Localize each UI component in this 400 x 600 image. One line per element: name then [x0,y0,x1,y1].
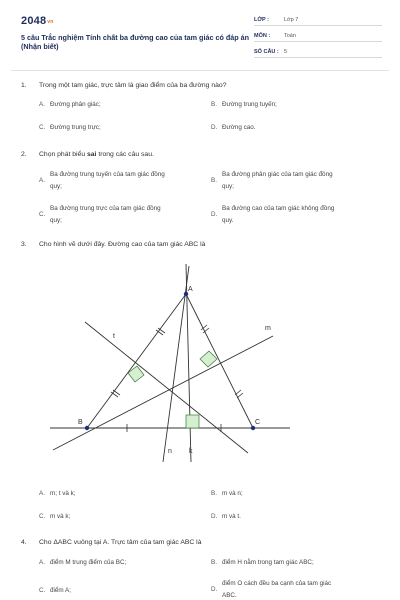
option-letter: A. [39,490,45,497]
option-text [50,169,175,192]
q4-option-c[interactable] [39,585,175,596]
option-text: m và t. [222,513,241,520]
logo-suffix: vn [47,19,54,25]
option-line-1: Ba đường trung tuyến của tam giác đồng [50,171,165,178]
label-a: A [188,286,193,293]
side-ac [186,294,253,428]
option-line-1: điểm O cách đều ba cạnh của tam giác [222,580,332,587]
option-letter: B. [211,490,217,497]
option-letter: D. [211,586,218,593]
q4-option-b[interactable] [211,557,347,568]
question-text: Cho ΔABC vuông tại A. Trực tâm của tam giác ABC là [39,539,202,546]
q2-option-d[interactable] [211,203,347,226]
option-text: điểm H nằm trong tam giác ABC; [222,559,314,566]
meta-row-subject [254,30,382,42]
logo-text: 2048 [21,15,47,27]
option-text: điểm A; [50,587,71,594]
option-line-2: ABC. [222,591,237,599]
question-number: 1. [21,82,27,89]
option-line-2: quy; [50,216,62,224]
option-text: điểm M trung điểm của BC; [50,559,127,566]
question-text: Trong một tam giác, trực tâm là giao điểm của ba đường nào? [39,82,227,89]
option-line-2: quy; [50,182,62,190]
q3-option-b[interactable] [211,488,347,499]
label-t: t [113,333,115,340]
q1-option-d[interactable] [211,122,347,133]
option-letter: B. [211,101,217,108]
vertex-c-dot [251,426,255,430]
option-line-1: Ba đường trung trực của tam giác đồng [50,205,161,212]
option-text: m; t và k; [50,490,76,497]
option-text: Đường cao. [222,124,256,131]
option-line-2: quy; [222,182,234,190]
meta-key: MÔN : [254,32,271,39]
label-c: C [255,419,261,426]
question-number: 2. [21,151,27,158]
meta-value: 5 [284,48,288,55]
q2-option-a[interactable] [39,169,175,192]
line-m [53,336,273,450]
option-line-1: Ba đường cao của tam giác không đồng [222,205,335,212]
option-text [222,203,347,226]
meta-row-class [254,14,382,26]
q1-option-c[interactable] [39,122,175,133]
q3-option-d[interactable] [211,511,347,522]
q2-option-b[interactable] [211,169,347,192]
question-number: 4. [21,539,27,546]
label-n: n [168,448,172,455]
side-ab [87,294,186,428]
question-1 [21,82,226,89]
q3-option-c[interactable] [39,511,175,522]
option-letter: D. [211,211,218,218]
option-text [50,203,175,226]
option-text: m và k; [50,513,71,520]
option-text: Đường trung trực; [50,124,101,131]
triangle-figure [45,256,305,468]
option-letter: C. [39,211,46,218]
q3-option-a[interactable] [39,488,175,499]
question-text: Cho hình vẽ dưới đây. Đường cao của tam giác ABC là [39,241,206,248]
meta-row-count [254,46,382,58]
option-text: Đường trung tuyến; [222,101,277,108]
question-text-after: trong các câu sau. [96,151,154,158]
q1-option-a[interactable] [39,99,175,110]
option-line-1: Ba đường phân giác của tam giác đồng [222,171,333,178]
meta-value: Lớp 7 [284,16,299,23]
q2-option-c[interactable] [39,203,175,226]
option-text [222,169,347,192]
option-text: Đường phân giác; [50,101,101,108]
vertex-b-dot [85,426,89,430]
option-text: m và n; [222,490,243,497]
label-k: k [189,448,193,455]
option-letter: D. [211,513,218,520]
option-letter: A. [39,559,45,566]
label-b: B [78,419,83,426]
meta-value: Toán [284,32,296,39]
option-letter: C. [39,124,46,131]
q1-option-b[interactable] [211,99,347,110]
meta-key: SỐ CÂU : [254,48,279,55]
question-3 [21,241,205,248]
option-letter: B. [211,177,217,184]
q4-option-a[interactable] [39,557,175,568]
label-m: m [265,325,271,332]
question-4 [21,539,201,546]
question-text-bold: sai [87,151,97,158]
question-2 [21,151,154,158]
option-line-2: quy. [222,216,234,224]
option-letter: A. [39,177,45,184]
option-text [222,578,347,600]
site-logo[interactable] [21,15,54,27]
question-text-before: Chọn phát biểu [39,151,87,158]
option-letter: C. [39,587,46,594]
header-divider [11,70,389,71]
option-letter: D. [211,124,218,131]
question-number: 3. [21,241,27,248]
document-title: 5 câu Trắc nghiệm Tính chất ba đường cao của tam giác có đáp án (Nhận biết) [21,33,249,51]
meta-key: LỚP : [254,16,269,23]
option-letter: B. [211,559,217,566]
option-letter: A. [39,101,45,108]
q4-option-d[interactable] [211,578,347,600]
option-letter: C. [39,513,46,520]
